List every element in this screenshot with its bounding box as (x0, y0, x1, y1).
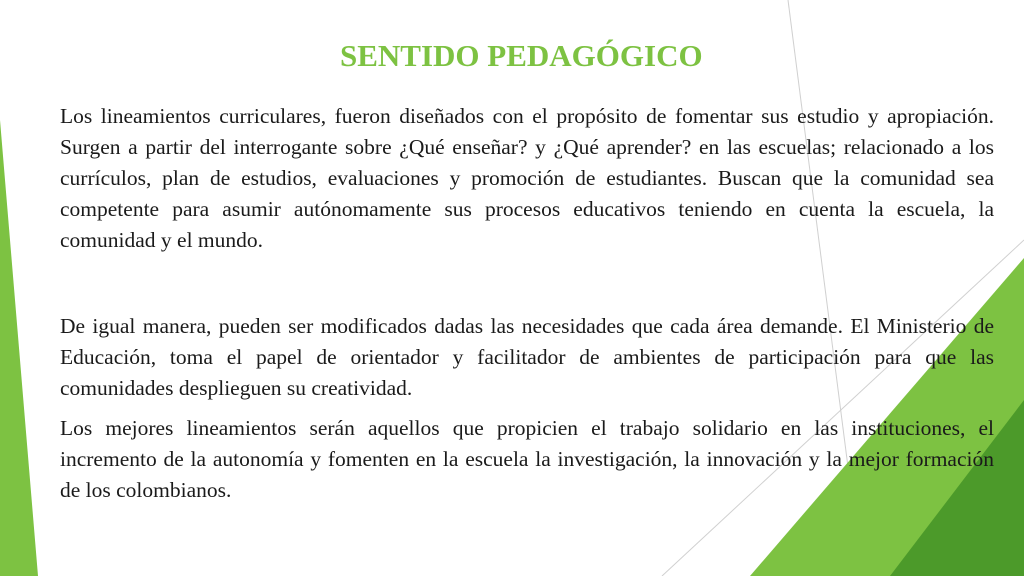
paragraph-1: Los lineamientos curriculares, fueron diseñados con el propósito de fomentar sus estudio y apropiación. Surgen a partir del interrogante sobre ¿Qué enseñar? y ¿Qué aprender? en las escuelas; relacionado a los currículos, plan de estudios, evaluaciones y promoción de estudiantes. Buscan que la comunidad sea competente para asumir autónomamente sus procesos educativos teniendo en cuenta la escuela, la comunidad y el mundo. (60, 104, 994, 252)
paragraph-2: De igual manera, pueden ser modificados dadas las necesidades que cada área demande. El Ministerio de Educación, toma el papel de orientador y facilitador de ambientes de participación para que las comunidades desplieguen su creatividad. (60, 314, 994, 400)
left-green-triangle (0, 120, 38, 576)
page-title: SENTIDO PEDAGÓGICO (340, 38, 703, 73)
paragraph-3: Los mejores lineamientos serán aquellos que propicien el trabajo solidario en las instituciones, el incremento de la autonomía y fomenten en la escuela la investigación, la innovación y la mejor formación de los colombianos. (60, 416, 994, 502)
